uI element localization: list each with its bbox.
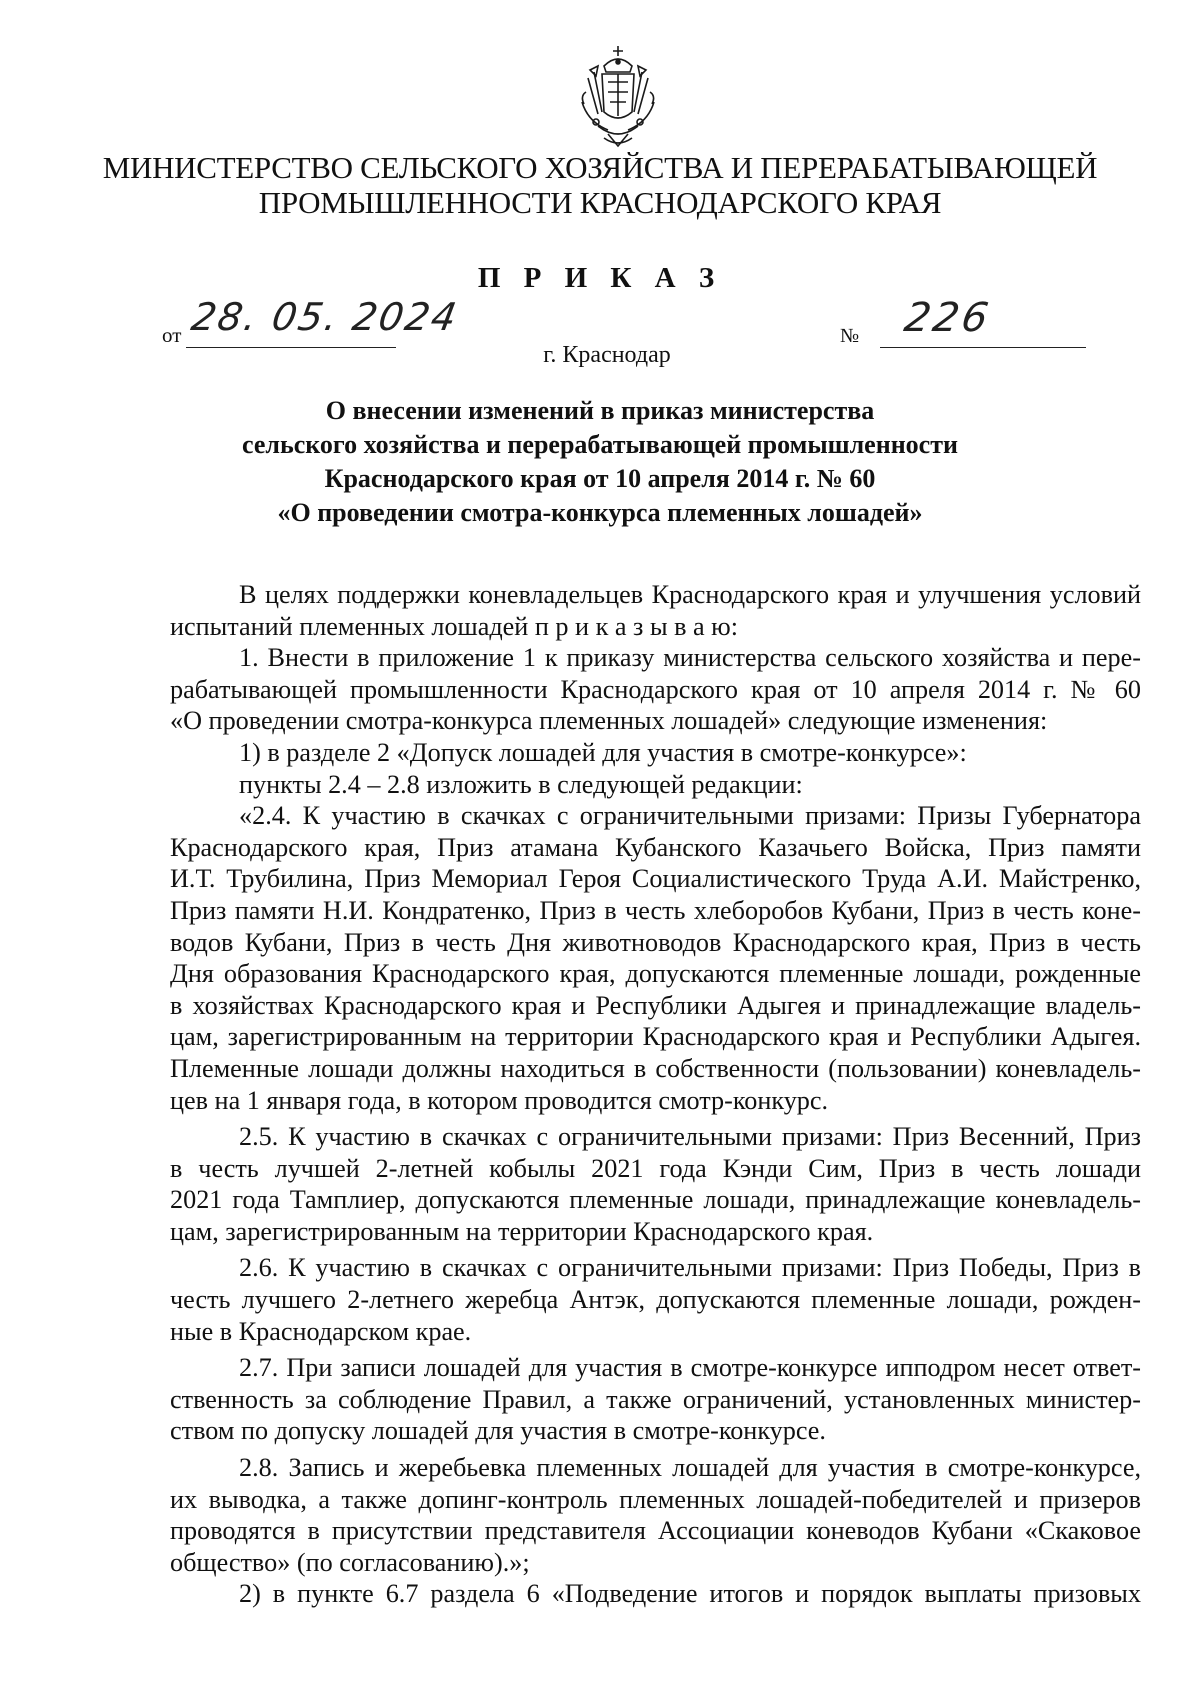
body-line: ственность за соблюдение Правил, а также ограничений, установленных министер- bbox=[170, 1384, 1141, 1414]
ministry-name bbox=[0, 150, 1200, 220]
body-line: цев на 1 января года, в котором проводится смотр-конкурс. bbox=[170, 1085, 829, 1115]
body-line: Краснодарского края, Приз атамана Кубанского Казачьего Войска, Приз памяти bbox=[170, 832, 1141, 862]
body-line: цам, зарегистрированным на территории Краснодарского края и Республики Адыгея. bbox=[170, 1022, 1141, 1052]
body-line: 1) в разделе 2 «Допуск лошадей для участия в смотре-конкурсе»: bbox=[239, 737, 967, 767]
body-line: цам, зарегистрированным на территории Краснодарского края. bbox=[170, 1216, 874, 1246]
body-line: 2.5. К участию в скачках с ограничительными призами: Приз Весенний, Приз bbox=[239, 1122, 1141, 1152]
body-line: испытаний племенных лошадей п р и к а з ы в а ю: bbox=[170, 611, 739, 641]
body-line: В целях поддержки коневладельцев Краснодарского края и улучшения условий bbox=[239, 580, 1141, 609]
body-line: И.Т. Трубилина, Приз Мемориал Героя Социалистического Труда А.И. Майстренко, bbox=[170, 864, 1141, 894]
ministry-name-line-1: МИНИСТЕРСТВО СЕЛЬСКОГО ХОЗЯЙСТВА И ПЕРЕРАБАТЫВАЮЩЕЙ bbox=[102, 150, 1098, 185]
city: г. Краснодар bbox=[543, 342, 671, 368]
order-subject bbox=[0, 394, 1200, 530]
subject-line-4: «О проведении смотра-конкурса племенных лошадей» bbox=[277, 498, 923, 527]
body-line: общество» (по согласованию).»; bbox=[170, 1547, 530, 1577]
body-line: водов Кубани, Приз в честь Дня животноводов Краснодарского края, Приз в честь bbox=[170, 927, 1141, 957]
body-line: в честь лучшей 2-летней кобылы 2021 года Кэнди Сим, Приз в честь лошади bbox=[170, 1153, 1141, 1183]
body-line: ством по допуску лошадей для участия в смотре-конкурсе. bbox=[170, 1416, 826, 1446]
subject-line-1: О внесении изменений в приказ министерства bbox=[325, 396, 875, 425]
body-line: «О проведении смотра-конкурса племенных лошадей» следующие изменения: bbox=[170, 706, 1048, 736]
body-line: ные в Краснодарском крае. bbox=[170, 1316, 472, 1346]
date-prefix: от bbox=[162, 323, 182, 347]
document-type-title: П Р И К А З bbox=[477, 262, 723, 294]
body-line: 2.8. Запись и жеребьевка племенных лошадей для участия в смотре-конкурсе, bbox=[239, 1453, 1141, 1483]
body-line: 1. Внести в приложение 1 к приказу министерства сельского хозяйства и пере- bbox=[239, 643, 1141, 673]
body-line: Приз памяти Н.И. Кондратенко, Приз в честь хлеборобов Кубани, Приз в честь коне- bbox=[170, 895, 1141, 925]
order-date bbox=[162, 295, 462, 347]
body-line: Дня образования Краснодарского края, допускаются племенные лошади, рожденные bbox=[170, 959, 1141, 989]
body-line: рабатывающей промышленности Краснодарского края от 10 апреля 2014 г. № 60 bbox=[170, 674, 1141, 704]
krasnodar-coat-of-arms-icon bbox=[568, 42, 668, 152]
body-line: 2021 года Тамплиер, допускаются племенные лошади, принадлежащие коневладель- bbox=[170, 1185, 1141, 1215]
handwritten-number: 226 bbox=[900, 295, 995, 341]
order-number bbox=[840, 295, 1090, 345]
subject-line-3: Краснодарского края от 10 апреля 2014 г. № 60 bbox=[324, 464, 876, 493]
body-line: честь лучшего 2-летнего жеребца Антэк, допускаются племенные лошади, рожден- bbox=[170, 1285, 1141, 1315]
order-body bbox=[170, 579, 1141, 1610]
body-line: 2.7. При записи лошадей для участия в смотре-конкурсе ипподром несет ответ- bbox=[239, 1353, 1141, 1383]
handwritten-date: 28. 05. 2024 bbox=[188, 295, 462, 339]
body-line: их выводка, а также допинг-контроль племенных лошадей-победителей и призеров bbox=[170, 1484, 1141, 1514]
body-line: 2.6. К участию в скачках с ограничительными призами: Приз Победы, Приз в bbox=[239, 1253, 1141, 1283]
body-line: в хозяйствах Краснодарского края и Республики Адыгея и принадлежащие владель- bbox=[170, 990, 1141, 1020]
body-line: 2) в пункте 6.7 раздела 6 «Подведение итогов и порядок выплаты призовых bbox=[239, 1579, 1141, 1609]
body-line: пункты 2.4 – 2.8 изложить в следующей редакции: bbox=[239, 769, 803, 799]
body-line: «2.4. К участию в скачках с ограничительными призами: Призы Губернатора bbox=[239, 801, 1141, 831]
subject-line-2: сельского хозяйства и перерабатывающей промышленности bbox=[242, 430, 958, 459]
number-prefix: № bbox=[840, 325, 860, 347]
ministry-name-line-2: ПРОМЫШЛЕННОСТИ КРАСНОДАРСКОГО КРАЯ bbox=[258, 185, 942, 220]
body-line: проводятся в присутствии представителя Ассоциации коневодов Кубани «Скаковое bbox=[170, 1516, 1141, 1546]
body-line: Племенные лошади должны находиться в собственности (пользовании) коневладель- bbox=[170, 1053, 1141, 1083]
